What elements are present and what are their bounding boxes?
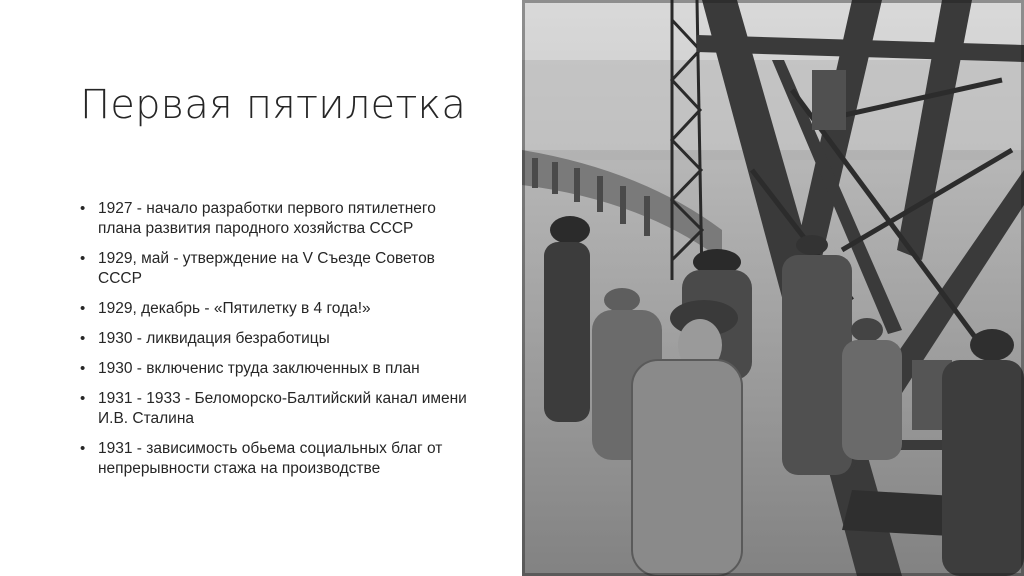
bullet-dot-icon: •: [80, 330, 86, 347]
bullet-dot-icon: •: [80, 390, 86, 407]
bullet-item: [80, 389, 480, 429]
historical-photo: [522, 0, 1024, 576]
bullet-item: [80, 249, 480, 289]
bullet-text: 1930 - ликвидация безработицы: [98, 330, 330, 347]
bullet-text: 1930 - включенис труда заключенных в план: [98, 360, 420, 377]
bullet-dot-icon: •: [80, 300, 86, 317]
bullet-item: [80, 299, 480, 319]
slide-title: Первая пятилетка: [80, 82, 467, 128]
bullet-dot-icon: •: [80, 200, 86, 217]
bullet-text: 1931 - 1933 - Беломорско-Балтийский канал имени И.В. Сталина: [98, 390, 467, 427]
bullet-text: 1929, декабрь - «Пятилетку в 4 года!»: [98, 300, 371, 317]
bullet-item: [80, 439, 480, 479]
bullet-text: 1929, май - утверждение на V Съезде Советов СССР: [98, 250, 435, 287]
bullet-item: [80, 199, 480, 239]
bullet-text: 1931 - зависимость обьема социальных благ от непрерывности стажа на производстве: [98, 440, 443, 477]
bullet-dot-icon: •: [80, 250, 86, 267]
bullet-item: [80, 329, 480, 349]
bullet-text: 1927 - начало разработки первого пятилетнего плана развития пародного хозяйства СССР: [98, 200, 436, 237]
bullet-dot-icon: •: [80, 440, 86, 457]
bullet-dot-icon: •: [80, 360, 86, 377]
bullet-item: [80, 359, 480, 379]
bullet-list: [80, 199, 480, 489]
construction-workers-photo: [522, 0, 1024, 576]
